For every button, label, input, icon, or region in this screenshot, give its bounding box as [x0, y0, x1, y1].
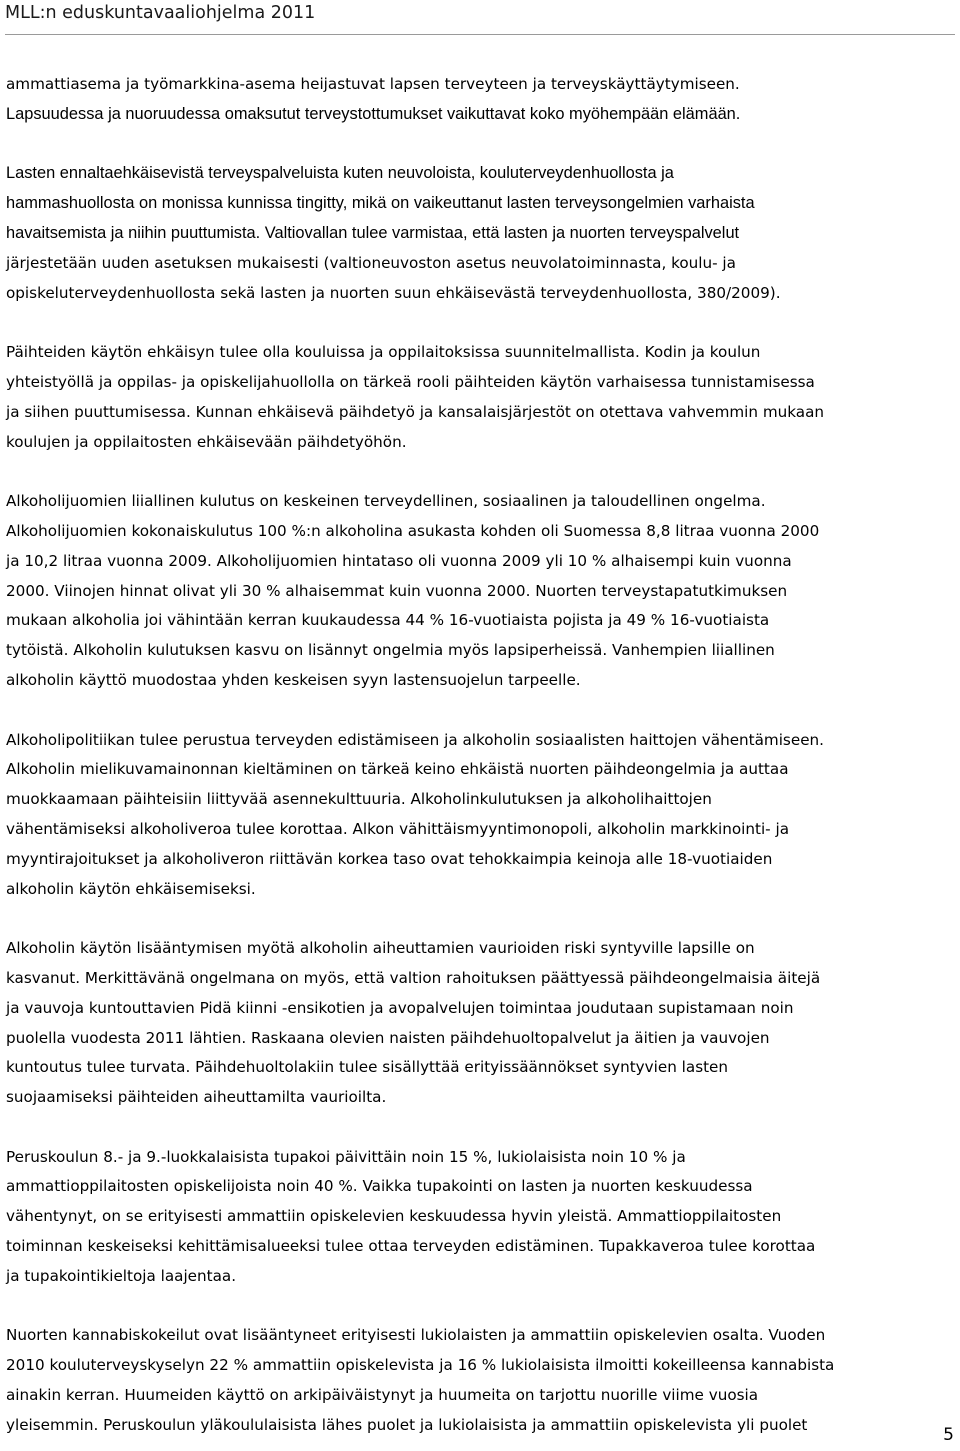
text-line: alkoholin käytön ehkäisemiseksi. [6, 879, 256, 898]
text-line: järjestetään uuden asetuksen mukaisesti (valtioneuvoston asetus neuvolatoiminnasta, koulu- ja [6, 253, 736, 272]
text-line: mukaan alkoholia joi vähintään kerran kuukaudessa 44 % 16-vuotiaista pojista ja 49 % 16-vuotiaista [6, 611, 770, 630]
header-rule [5, 34, 955, 35]
text-line: koulujen ja oppilaitosten ehkäisevään päihdetyöhön. [6, 432, 407, 451]
text-line: tytöistä. Alkoholin kulutuksen kasvu on lisännyt ongelmia myös lapsiperheissä. Vanhempien liiallinen [6, 641, 775, 660]
text-line: kuntoutus tulee turvata. Päihdehuoltolakiin tulee sisällyttää erityissäännökset syntyvien lasten [6, 1058, 729, 1077]
text-line: ja siihen puuttumisessa. Kunnan ehkäisevä päihdetyö ja kansalaisjärjestöt on otettava vahvemmin mukaan [6, 402, 825, 421]
text-line: Alkoholijuomien liiallinen kulutus on keskeinen terveydellinen, sosiaalinen ja taloudellinen ongelma. [6, 492, 766, 511]
text-line: Alkoholijuomien kokonaiskulutus 100 %:n alkoholina asukasta kohden oli Suomessa 8,8 litraa vuonna 2000 [6, 521, 820, 540]
text-line: kasvanut. Merkittävänä ongelmana on myös, että valtion rahoituksen päättyessä päihdeongelmaisia äitejä [6, 968, 821, 987]
text-line: puolella vuodesta 2011 lähtien. Raskaana olevien naisten päihdehuoltopalvelut ja äitien ja vauvojen [6, 1028, 770, 1047]
text-line: Alkoholin käytön lisääntymisen myötä alkoholin aiheuttamien vaurioiden riski syntyville lapsille on [6, 939, 755, 958]
text-line: muokkaamaan päihteisiin liittyvää asennekulttuuria. Alkoholinkulutuksen ja alkoholihaittojen [6, 790, 712, 809]
text-line: Alkoholipolitiikan tulee perustua terveyden edistämiseen ja alkoholin sosiaalisten haittojen vähentämiseen. [6, 730, 824, 749]
text-line: hammashuollosta on monissa kunnissa tingitty, mikä on vaikeuttanut lasten terveysongelmien varhaista [6, 194, 755, 213]
text-line: 2000. Viinojen hinnat olivat yli 30 % alhaisemmat kuin vuonna 2000. Nuorten terveystapatutkimuksen [6, 581, 788, 600]
text-line: yhteistyöllä ja oppilas- ja opiskelijahuollolla on tärkeä rooli päihteiden käytön varhaisessa tunnistamisessa [6, 372, 815, 391]
text-line: Päihteiden käytön ehkäisyn tulee olla kouluissa ja oppilaitoksissa suunnitelmallista. Kodin ja koulun [6, 343, 761, 362]
text-line: opiskeluterveydenhuollosta sekä lasten ja nuorten suun ehkäisevästä terveydenhuollosta, 380/2009). [6, 283, 781, 302]
document-body [6, 70, 956, 1441]
text-line: Nuorten kannabiskokeilut ovat lisääntyneet erityisesti lukiolaisten ja ammattiin opiskelevien osalta. Vuoden [6, 1326, 826, 1345]
paragraph [6, 338, 956, 457]
text-line: myyntirajoitukset ja alkoholiveron riittävän korkea taso ovat tehokkaimpia keinoja alle 18-vuotiaiden [6, 849, 773, 868]
text-line: toiminnan keskeiseksi kehittämisalueeksi tulee ottaa terveyden edistäminen. Tupakkaveroa tulee korottaa [6, 1237, 816, 1256]
text-line: Lasten ennaltaehkäisevistä terveyspalveluista kuten neuvoloista, kouluterveydenhuollosta ja [6, 164, 674, 183]
text-line: ammattiasema ja työmarkkina-asema heijastuvat lapsen terveyteen ja terveyskäyttäytymiseen. [6, 75, 740, 93]
text-line: alkoholin käyttö muodostaa yhden keskeisen syyn lastensuojelun tarpeelle. [6, 670, 581, 689]
text-line: ainakin kerran. Huumeiden käyttö on arkipäiväistynyt ja huumeita on tarjottu nuorille viime vuosia [6, 1386, 759, 1405]
text-line: Alkoholin mielikuvamainonnan kieltäminen on tärkeä keino ehkäistä nuorten päihdeongelmia ja auttaa [6, 760, 789, 779]
text-line: yleisemmin. Peruskoulun yläkoululaisista lähes puolet ja lukiolaisista ja ammattiin opiskelevista yli puolet [6, 1415, 808, 1434]
text-line: ammattioppilaitosten opiskelijoista noin 40 %. Vaikka tupakointi on lasten ja nuorten keskuudessa [6, 1177, 753, 1196]
page-number: 5 [943, 1425, 954, 1445]
paragraph [6, 1143, 956, 1292]
text-line: vähentämiseksi alkoholiveroa tulee korottaa. Alkon vähittäismyyntimonopoli, alkoholin markkinointi- ja [6, 819, 790, 838]
paragraph [6, 1321, 956, 1440]
text-line: 2010 kouluterveyskyselyn 22 % ammattiin opiskelevista ja 16 % lukiolaisista ilmoitti kokeilleensa kannabista [6, 1356, 835, 1375]
text-line: suojaamiseksi päihteiden aiheuttamilta vaurioilta. [6, 1088, 387, 1107]
running-header: MLL:n eduskuntavaaliohjelma 2011 [5, 3, 316, 23]
paragraph [6, 159, 956, 308]
text-line: Lapsuudessa ja nuoruudessa omaksutut terveystottumukset vaikuttavat koko myöhempään elämään. [6, 104, 741, 123]
text-line: Peruskoulun 8.- ja 9.-luokkalaisista tupakoi päivittäin noin 15 %, lukiolaisista noin 10 % ja [6, 1147, 686, 1166]
text-line: vähentynyt, on se erityisesti ammattiin opiskelevien keskuudessa hyvin yleistä. Ammattioppilaitosten [6, 1207, 782, 1226]
paragraph [6, 487, 956, 696]
paragraph [6, 726, 956, 905]
paragraph [6, 934, 956, 1113]
paragraph [6, 70, 956, 130]
text-line: havaitsemista ja niihin puuttumista. Valtiovallan tulee varmistaa, että lasten ja nuorten terveyspalvelut [6, 223, 740, 242]
text-line: ja vauvoja kuntouttavien Pidä kiinni -ensikotien ja avopalvelujen toimintaa joudutaan supistamaan noin [6, 998, 794, 1017]
text-line: ja tupakointikieltoja laajentaa. [6, 1266, 237, 1285]
text-line: ja 10,2 litraa vuonna 2009. Alkoholijuomien hintataso oli vuonna 2009 yli 10 % alhaisempi kuin vuonna [6, 551, 792, 570]
